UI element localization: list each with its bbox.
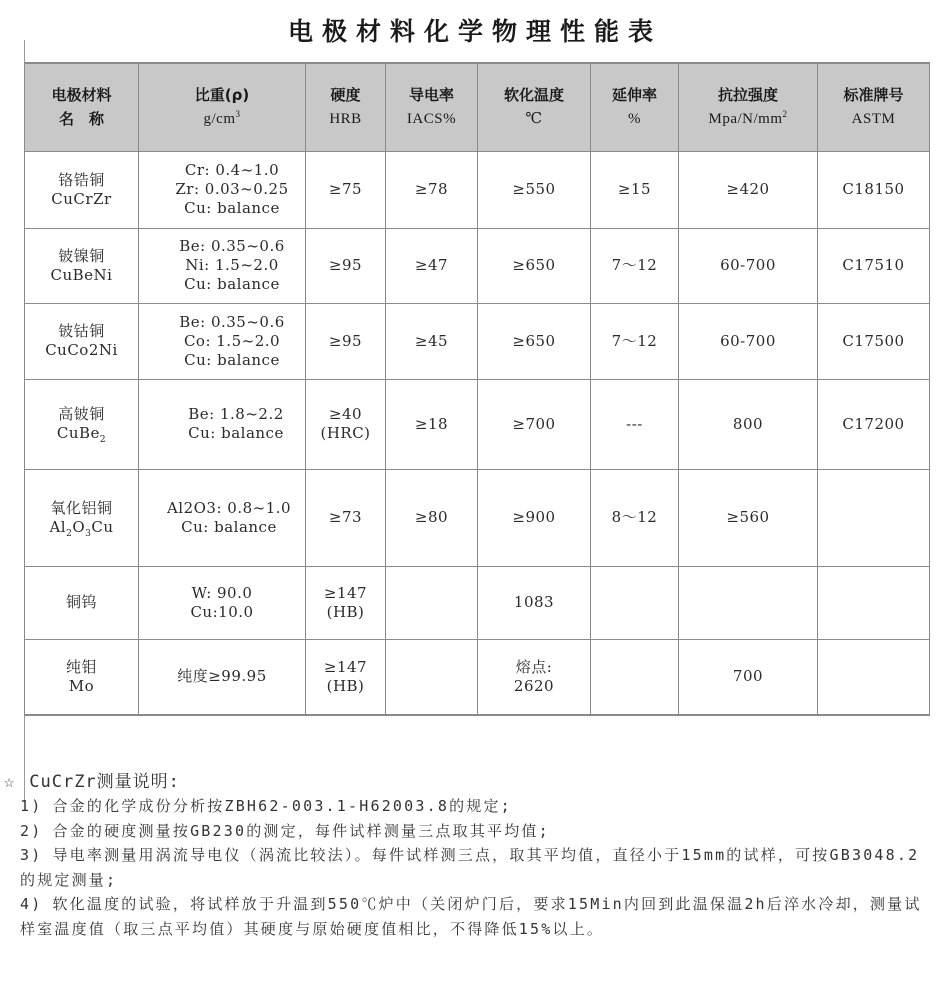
- table-header-row: [25, 63, 930, 151]
- table-row: [25, 469, 930, 566]
- hardness: ≥73: [306, 469, 386, 566]
- composition: Be: 1.8~2.2 Cu: balance: [139, 379, 306, 469]
- hardness: ≥147 (HB): [306, 566, 386, 639]
- elongation: ≥15: [591, 151, 679, 228]
- header-softening-temp: 软化温度 ℃: [478, 63, 591, 151]
- header-conductivity: 导电率 IACS%: [386, 63, 478, 151]
- astm-grade: [818, 639, 930, 715]
- composition: Al2O3: 0.8~1.0 Cu: balance: [139, 469, 306, 566]
- composition: W: 90.0 Cu:10.0: [139, 566, 306, 639]
- material-name: 铜钨: [25, 566, 139, 639]
- softening-temp: 熔点: 2620: [478, 639, 591, 715]
- table-row: [25, 566, 930, 639]
- composition: Cr: 0.4~1.0 Zr: 0.03~0.25 Cu: balance: [139, 151, 306, 228]
- note-item: 3) 导电率测量用涡流导电仪（涡流比较法）。每件试样测三点，取其平均值，直径小于15mm的试样，可按GB3048.2的规定测量;: [20, 846, 920, 889]
- conductivity: ≥45: [386, 303, 478, 379]
- measurement-notes: [4, 770, 924, 941]
- hardness: ≥95: [306, 303, 386, 379]
- astm-grade: C17500: [818, 303, 930, 379]
- note-item: 4) 软化温度的试验，将试样放于升温到550℃炉中（关闭炉门后，要求15Min内回到此温保温2h后淬水冷却，测量试样室温度值（取三点平均值）其硬度与原始硬度值相比，不得降低15%以上。: [20, 895, 922, 938]
- header-density: 比重(ρ) $g/cm^3$: [139, 63, 306, 151]
- table-row: [25, 639, 930, 715]
- note-item: 1) 合金的化学成份分析按ZBH62-003.1-H62003.8的规定;: [20, 797, 512, 815]
- astm-grade: C17510: [818, 228, 930, 303]
- header-tensile-strength: 抗拉强度 Mpa/$N/mm^2$: [679, 63, 818, 151]
- page-title: 电极材料化学物理性能表: [287, 17, 662, 46]
- hardness: ≥75: [306, 151, 386, 228]
- table-row: [25, 228, 930, 303]
- softening-temp: ≥550: [478, 151, 591, 228]
- conductivity: [386, 639, 478, 715]
- conductivity: ≥47: [386, 228, 478, 303]
- conductivity: ≥18: [386, 379, 478, 469]
- softening-temp: ≥700: [478, 379, 591, 469]
- material-name: 铬锆铜 CuCrZr: [25, 151, 139, 228]
- material-name: 铍镍铜 CuBeNi: [25, 228, 139, 303]
- astm-grade: C17200: [818, 379, 930, 469]
- table-row: [25, 379, 930, 469]
- tensile-strength: 800: [679, 379, 818, 469]
- elongation: 7～12: [591, 228, 679, 303]
- hardness: ≥95: [306, 228, 386, 303]
- composition: 纯度≥99.95: [139, 639, 306, 715]
- composition: Be: 0.35~0.6 Ni: 1.5~2.0 Cu: balance: [139, 228, 306, 303]
- hardness: ≥147 (HB): [306, 639, 386, 715]
- astm-grade: C18150: [818, 151, 930, 228]
- softening-temp: ≥650: [478, 228, 591, 303]
- composition: Be: 0.35~0.6 Co: 1.5~2.0 Cu: balance: [139, 303, 306, 379]
- astm-grade: [818, 566, 930, 639]
- tensile-strength: 60-700: [679, 228, 818, 303]
- softening-temp: ≥900: [478, 469, 591, 566]
- elongation: [591, 639, 679, 715]
- header-material-name: 电极材料 名 称: [25, 63, 139, 151]
- star-icon: ☆: [4, 772, 16, 792]
- tensile-strength: [679, 566, 818, 639]
- astm-grade: [818, 469, 930, 566]
- table-row: [25, 303, 930, 379]
- material-name: 高铍铜 CuBe$_2$: [25, 379, 139, 469]
- material-name: 铍钴铜 CuCo2Ni: [25, 303, 139, 379]
- table-row: [25, 151, 930, 228]
- elongation: [591, 566, 679, 639]
- notes-heading: ☆ CuCrZr测量说明:: [4, 772, 180, 792]
- tensile-strength: ≥420: [679, 151, 818, 228]
- softening-temp: 1083: [478, 566, 591, 639]
- header-astm: 标准牌号 ASTM: [818, 63, 930, 151]
- tensile-strength: ≥560: [679, 469, 818, 566]
- elongation: 8～12: [591, 469, 679, 566]
- softening-temp: ≥650: [478, 303, 591, 379]
- hardness: ≥40 (HRC): [306, 379, 386, 469]
- conductivity: ≥80: [386, 469, 478, 566]
- conductivity: [386, 566, 478, 639]
- elongation: 7～12: [591, 303, 679, 379]
- properties-table: [24, 62, 930, 716]
- tensile-strength: 60-700: [679, 303, 818, 379]
- note-item: 2) 合金的硬度测量按GB230的测定，每件试样测量三点取其平均值;: [20, 821, 550, 840]
- elongation: ---: [591, 379, 679, 469]
- conductivity: ≥78: [386, 151, 478, 228]
- header-hardness: 硬度 HRB: [306, 63, 386, 151]
- tensile-strength: 700: [679, 639, 818, 715]
- material-name: 氧化铝铜 $Al_2O_3Cu$: [25, 469, 139, 566]
- header-elongation: 延伸率 %: [591, 63, 679, 151]
- material-name: 纯钼 Mo: [25, 639, 139, 715]
